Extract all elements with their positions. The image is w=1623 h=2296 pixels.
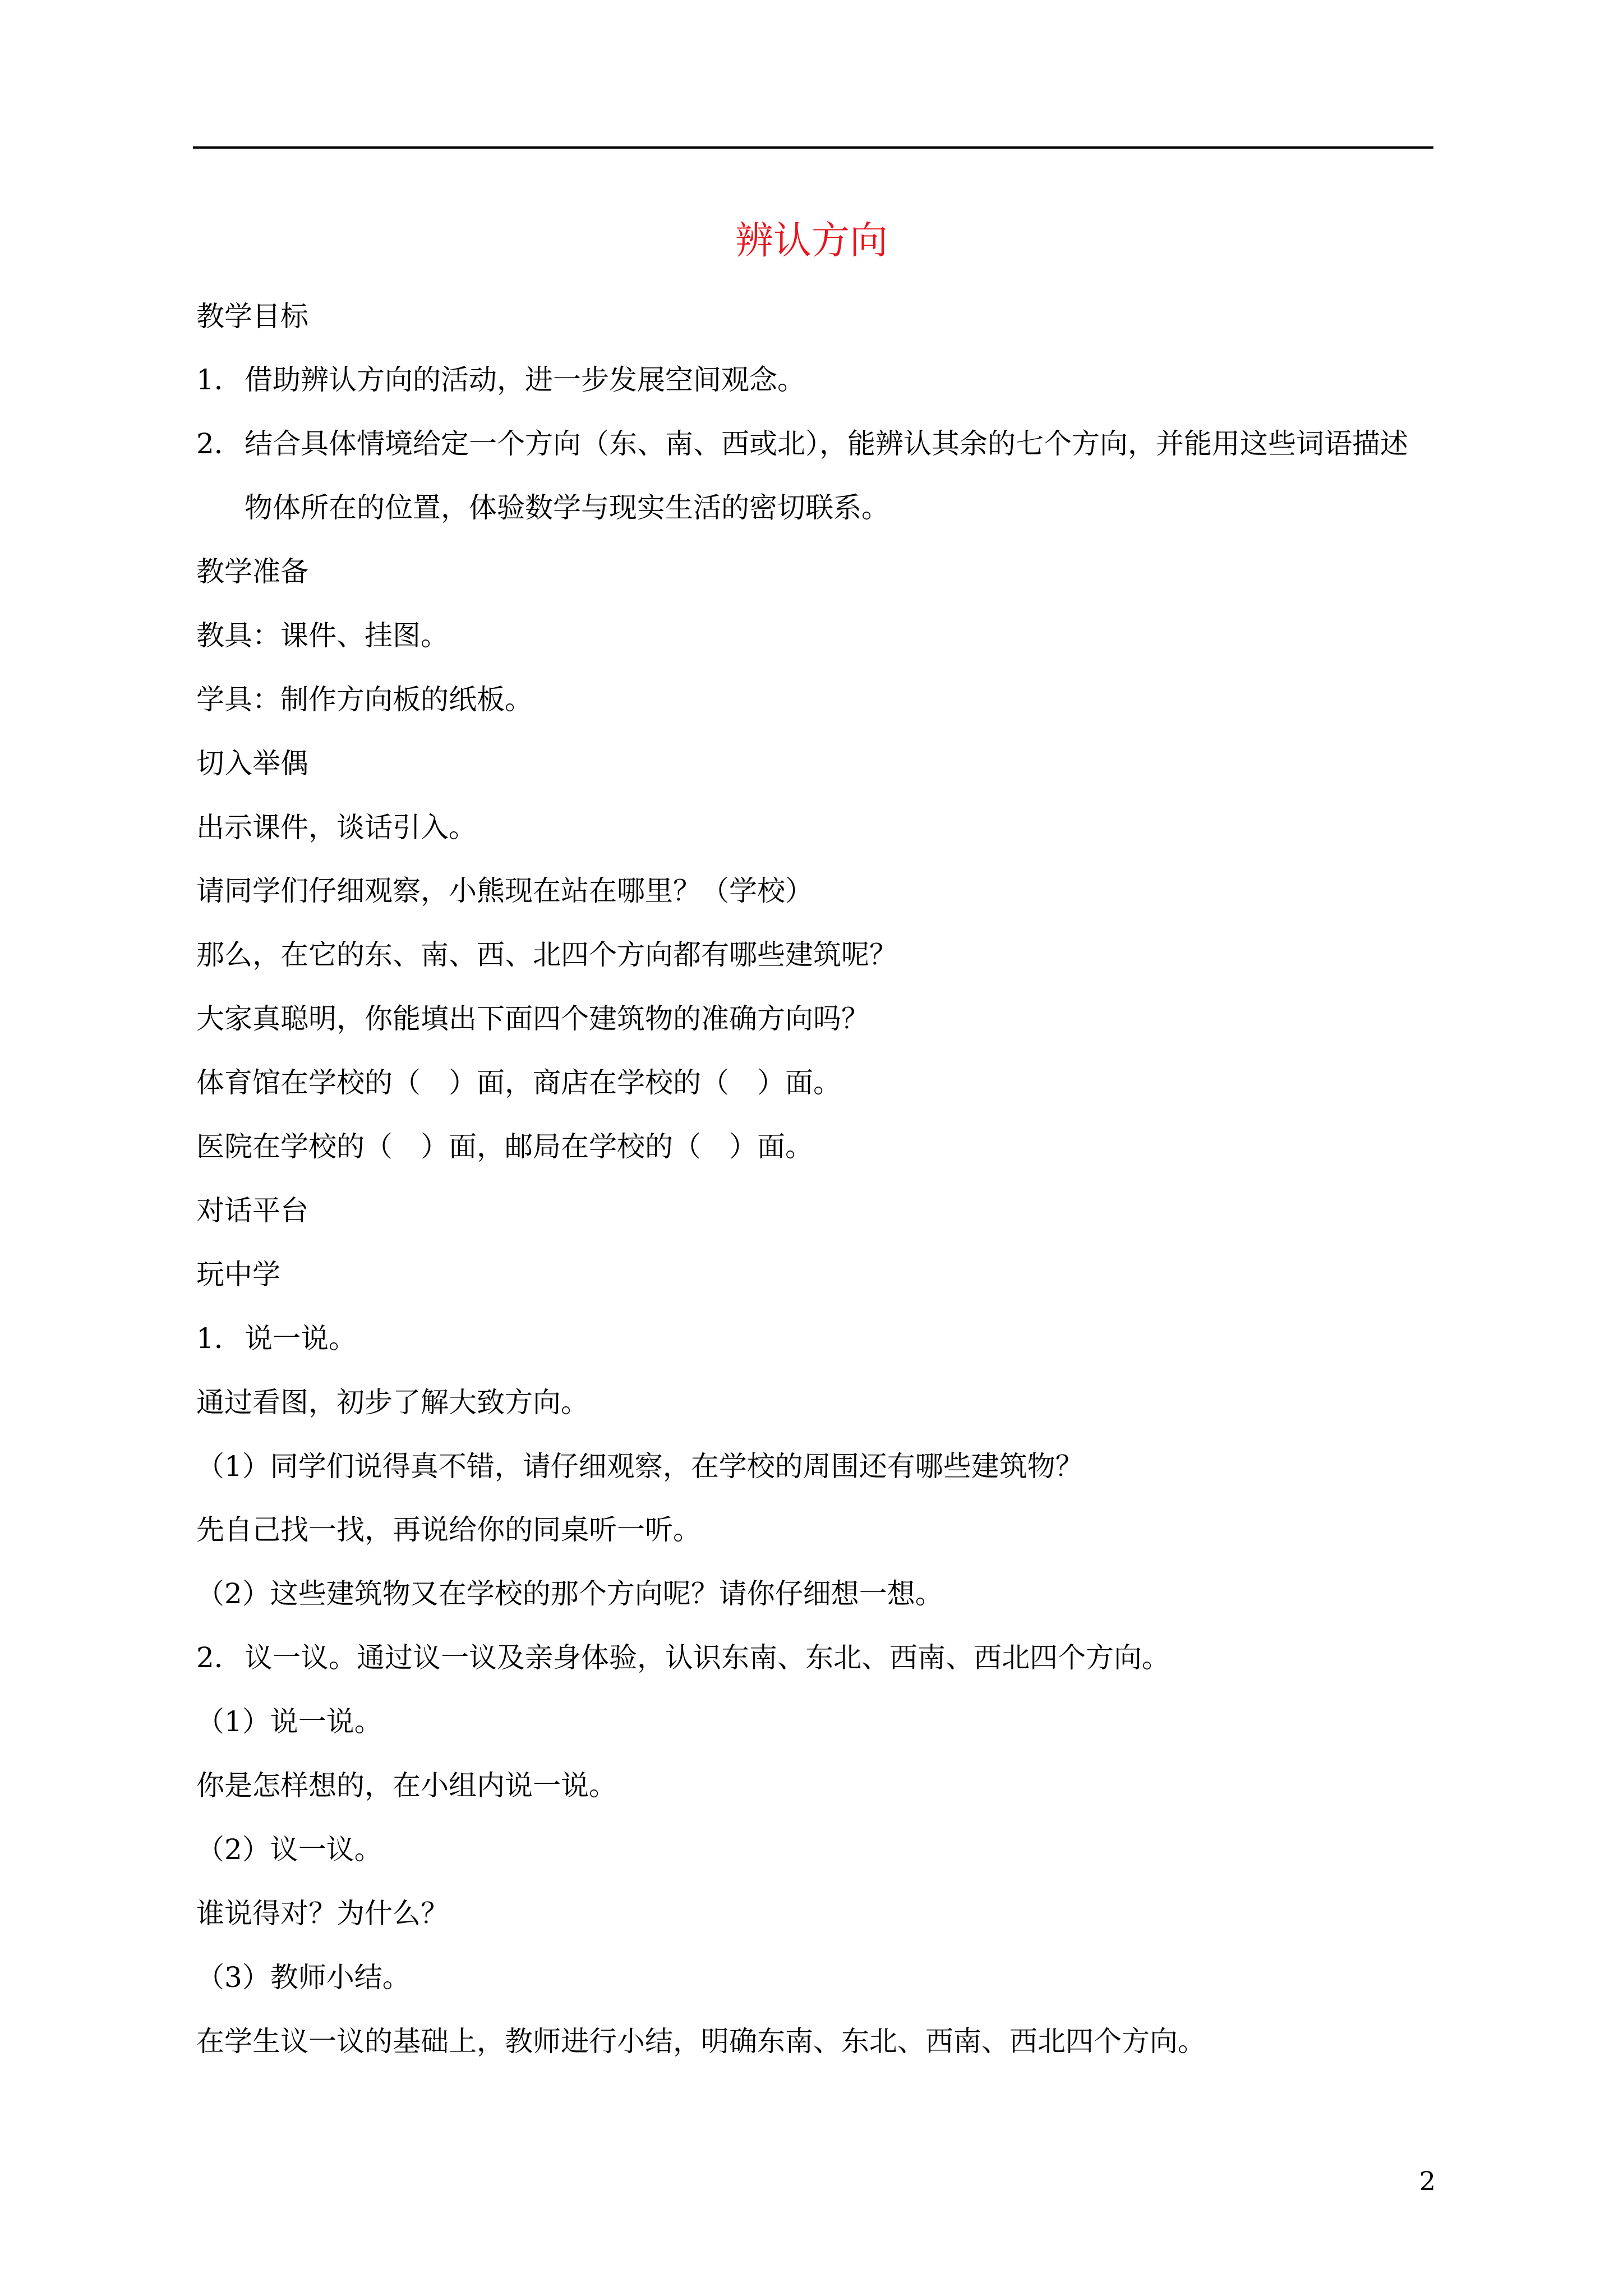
fill-in-question: 医院在学校的（ ）面，邮局在学校的（ ）面。 [196,1130,813,1163]
objective-item-2-continued: 物体所在的位置，体验数学与现实生活的密切联系。 [245,491,889,524]
paragraph: 你是怎样想的，在小组内说一说。 [196,1769,617,1802]
item-text: 结合具体情境给定一个方向（东、南、西或北），能辨认其余的七个方向，并能用这些词语描述 [245,427,1408,460]
paragraph: 大家真聪明，你能填出下面四个建筑物的准确方向吗？ [196,1002,869,1035]
paragraph: 那么，在它的东、南、西、北四个方向都有哪些建筑呢？ [196,938,897,971]
paragraph: （2）议一议。 [196,1833,382,1866]
section-heading-objectives: 教学目标 [196,300,308,333]
item-number: 1． [196,364,242,396]
paragraph: 请同学们仔细观察，小熊现在站在哪里？（学校） [196,875,813,907]
paragraph: （3）教师小结。 [196,1961,411,1994]
fill-in-question: 体育馆在学校的（ ）面，商店在学校的（ ）面。 [196,1066,841,1099]
paragraph: （1）说一说。 [196,1705,382,1738]
teacher-materials: 教具：课件、挂图。 [196,619,449,652]
paragraph: 通过看图，初步了解大致方向。 [196,1386,589,1419]
section-heading-introduction: 切入举偶 [196,747,308,780]
paragraph: （2）这些建筑物又在学校的那个方向呢？请你仔细想一想。 [196,1577,943,1610]
item-text: 议一议。通过议一议及亲身体验，认识东南、东北、西南、西北四个方向。 [245,1641,1170,1674]
header-rule [193,146,1433,149]
student-materials: 学具：制作方向板的纸板。 [196,683,533,716]
item-text: 借助辨认方向的活动，进一步发展空间观念。 [245,364,805,396]
objective-item-2 [196,424,1408,463]
section-heading-preparation: 教学准备 [196,555,308,588]
objective-item-1 [196,360,805,399]
item-number: 2． [196,1641,242,1674]
section-heading-dialogue: 对话平台 [196,1194,308,1227]
paragraph: 出示课件，谈话引入。 [196,811,477,844]
paragraph: 谁说得对？为什么？ [196,1897,449,1930]
document-title: 辨认方向 [735,219,888,263]
paragraph: 在学生议一议的基础上，教师进行小结，明确东南、东北、西南、西北四个方向。 [196,2025,1206,2058]
activity-item-2 [196,1638,1170,1677]
paragraph: （1）同学们说得真不错，请仔细观察，在学校的周围还有哪些建筑物？ [196,1450,1083,1483]
item-number: 2． [196,427,242,460]
page-number: 2 [1419,2166,1436,2196]
item-text: 说一说。 [245,1322,357,1355]
activity-item-1 [196,1319,357,1358]
paragraph: 先自己找一找，再说给你的同桌听一听。 [196,1513,701,1546]
subsection-heading: 玩中学 [196,1258,280,1291]
item-number: 1． [196,1322,242,1355]
